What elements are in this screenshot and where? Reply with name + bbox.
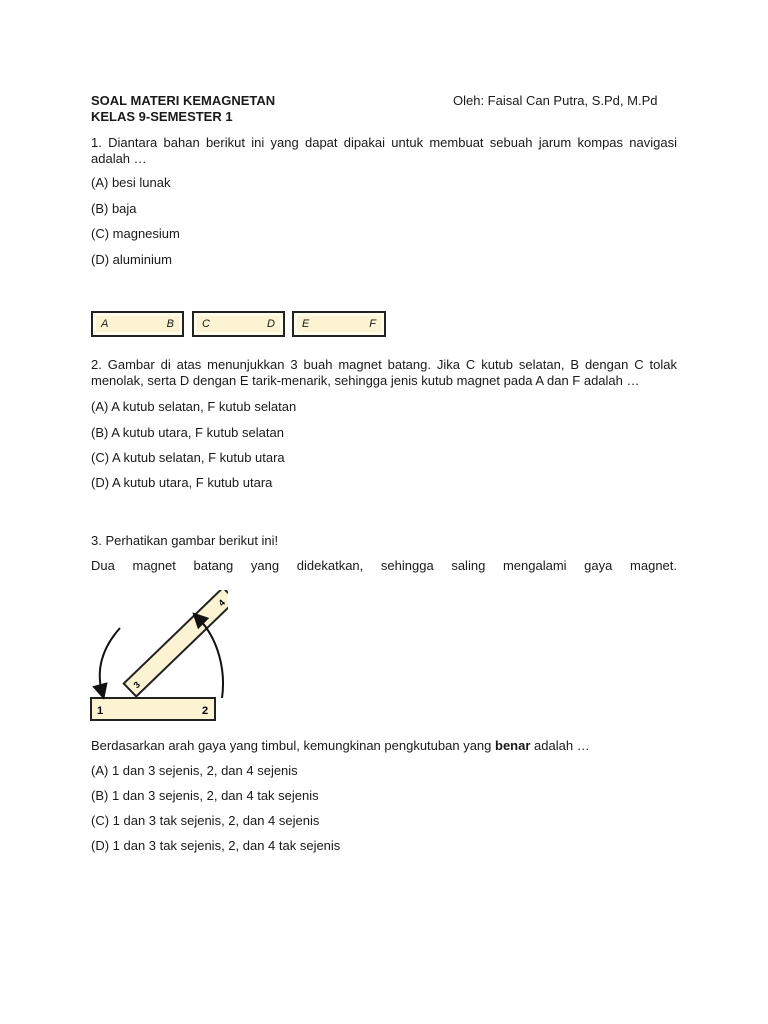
pole-label-3: 3 [131,679,143,691]
q3-magnet-figure [88,590,228,725]
q3-question-pre: Berdasarkan arah gaya yang timbul, kemungkinan pengkutuban yang [91,738,492,753]
magnet-3-left-label: E [302,318,310,330]
left-force-arrow [100,628,120,692]
magnet-bar-2 [192,311,285,337]
q1-option-b: (B) baja [91,201,137,216]
magnet-1-right-label: B [166,318,174,330]
q2-option-d: (D) A kutub utara, F kutub utara [91,475,273,490]
q2-option-b: (B) A kutub utara, F kutub selatan [91,425,284,440]
magnet-1-left-label: A [101,318,109,330]
magnet-3-right-label: F [369,318,376,330]
pole-label-2: 2 [202,705,209,717]
q1-option-a: (A) besi lunak [91,175,171,190]
pole-label-4: 4 [216,597,227,609]
q3-question [91,738,590,754]
q1-text: 1. Diantara bahan berikut ini yang dapat dipakai untuk membuat sebuah jarum kompas navigasi adalah … [91,135,677,166]
magnet-bar-3 [292,311,386,337]
horizontal-magnet [91,698,215,720]
q2-option-c: (C) A kutub selatan, F kutub utara [91,450,285,465]
q3-option-d: (D) 1 dan 3 tak sejenis, 2, dan 4 tak sejenis [91,838,341,853]
doc-title: SOAL MATERI KEMAGNETAN [91,93,276,108]
q3-option-b: (B) 1 dan 3 sejenis, 2, dan 4 tak sejenis [91,788,319,803]
q2-text: 2. Gambar di atas menunjukkan 3 buah magnet batang. Jika C kutub selatan, B dengan C tolak menolak, serta D dengan E tarik-menarik, sehingga jenis kutub magnet pada A dan F adalah … [91,357,677,388]
q3-option-a: (A) 1 dan 3 sejenis, 2, dan 4 sejenis [91,763,298,778]
q3-line2: Dua magnet batang yang didekatkan, sehingga saling mengalami gaya magnet. [91,558,677,573]
q2-option-a: (A) A kutub selatan, F kutub selatan [91,399,297,414]
doc-author: Oleh: Faisal Can Putra, S.Pd, M.Pd [453,93,658,108]
magnet-2-right-label: D [267,318,275,330]
q3-option-c: (C) 1 dan 3 tak sejenis, 2, dan 4 sejenis [91,813,320,828]
doc-class-line: KELAS 9-SEMESTER 1 [91,109,233,124]
pole-label-1: 1 [97,705,104,717]
magnet-bar-1 [91,311,184,337]
q3-question-post: adalah … [534,738,590,753]
magnet-2-left-label: C [202,318,210,330]
q1-option-d: (D) aluminium [91,252,172,267]
q3-intro: 3. Perhatikan gambar berikut ini! [91,533,279,548]
tilted-magnet [124,590,228,696]
q3-question-bold: benar [495,738,531,753]
q1-option-c: (C) magnesium [91,226,180,241]
